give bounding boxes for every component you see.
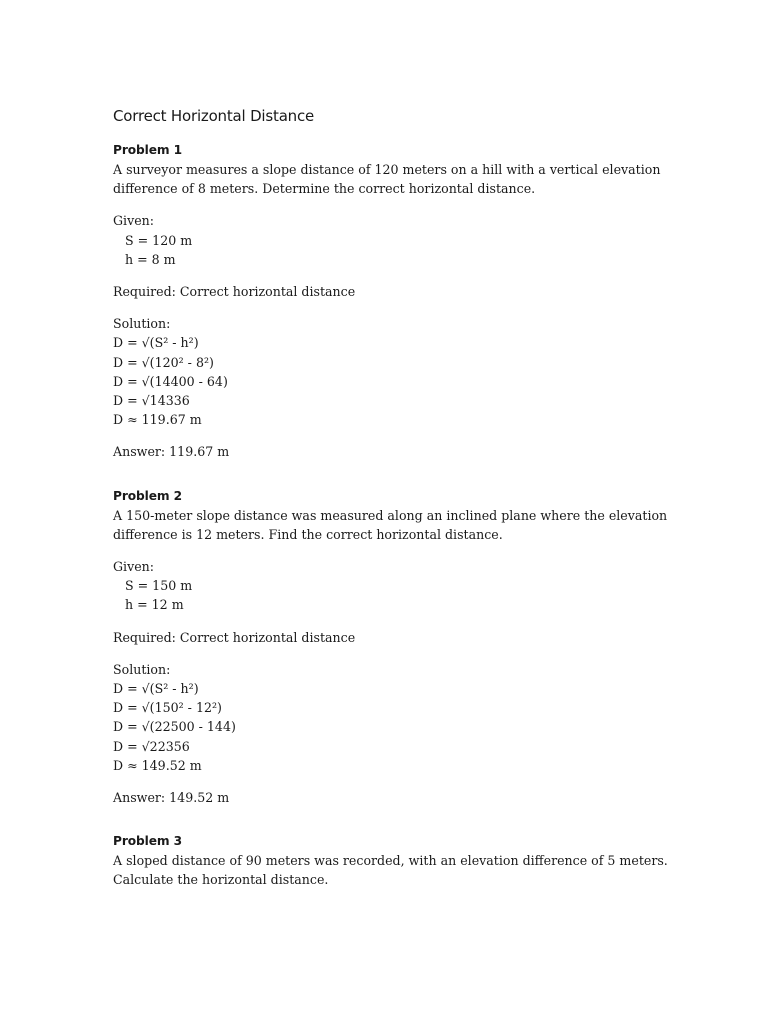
given-value: h = 8 m [125, 251, 176, 267]
solution-label: Solution: [113, 661, 171, 677]
solution-step: D = √(150² - 12²) [113, 700, 222, 716]
statement-line: difference of 8 meters. Determine the correct horizontal distance. [113, 181, 536, 197]
solution-step: D ≈ 149.52 m [113, 757, 202, 773]
given-label: Given: [113, 559, 155, 575]
statement-line: difference is 12 meters. Find the correct horizontal distance. [113, 526, 503, 542]
solution-step: D = √(14400 - 64) [113, 373, 228, 389]
problem-statement [113, 851, 673, 889]
required-line: Required: Correct horizontal distance [113, 629, 356, 645]
solution-step: D = √(S² - h²) [113, 681, 199, 697]
answer-line: Answer: 119.67 m [113, 444, 230, 460]
problem-1 [113, 141, 673, 462]
solution-label: Solution: [113, 316, 171, 332]
problem-2 [113, 487, 673, 808]
given-value: h = 12 m [125, 597, 184, 613]
problem-heading: Problem 3 [113, 834, 183, 849]
statement-line: A 150-meter slope distance was measured along an inclined plane where the elevation [113, 507, 668, 523]
solution-block [113, 314, 673, 429]
statement-line: Calculate the horizontal distance. [113, 872, 329, 888]
statement-line: A surveyor measures a slope distance of 120 meters on a hill with a vertical elevation [113, 162, 661, 177]
solution-step: D = √(120² - 8²) [113, 354, 214, 370]
document-page [113, 106, 673, 903]
required-text [113, 282, 673, 301]
given-block [113, 211, 673, 269]
document-title: Correct Horizontal Distance [113, 107, 315, 125]
required-text [113, 628, 673, 647]
solution-step: D = √(S² - h²) [113, 335, 199, 351]
solution-step: D = √14336 [113, 393, 190, 409]
solution-step: D = √(22500 - 144) [113, 719, 236, 735]
statement-line: A sloped distance of 90 meters was recorded, with an elevation difference of 5 meters. [113, 853, 668, 869]
solution-step: D = √22356 [113, 738, 190, 754]
answer-text [113, 442, 673, 461]
problem-statement [113, 506, 673, 544]
solution-block [113, 660, 673, 775]
problem-statement [113, 160, 673, 198]
solution-step: D ≈ 119.67 m [113, 412, 202, 428]
given-block [113, 557, 673, 615]
problem-heading: Problem 1 [113, 143, 183, 157]
section-spacer [113, 475, 673, 487]
given-value: S = 120 m [125, 232, 193, 248]
given-value: S = 150 m [125, 578, 193, 594]
answer-line: Answer: 149.52 m [113, 790, 230, 806]
required-line: Required: Correct horizontal distance [113, 284, 356, 300]
problem-3 [113, 832, 673, 889]
problem-heading: Problem 2 [113, 488, 183, 503]
section-spacer [113, 820, 673, 832]
answer-text [113, 788, 673, 807]
given-label: Given: [113, 213, 155, 229]
